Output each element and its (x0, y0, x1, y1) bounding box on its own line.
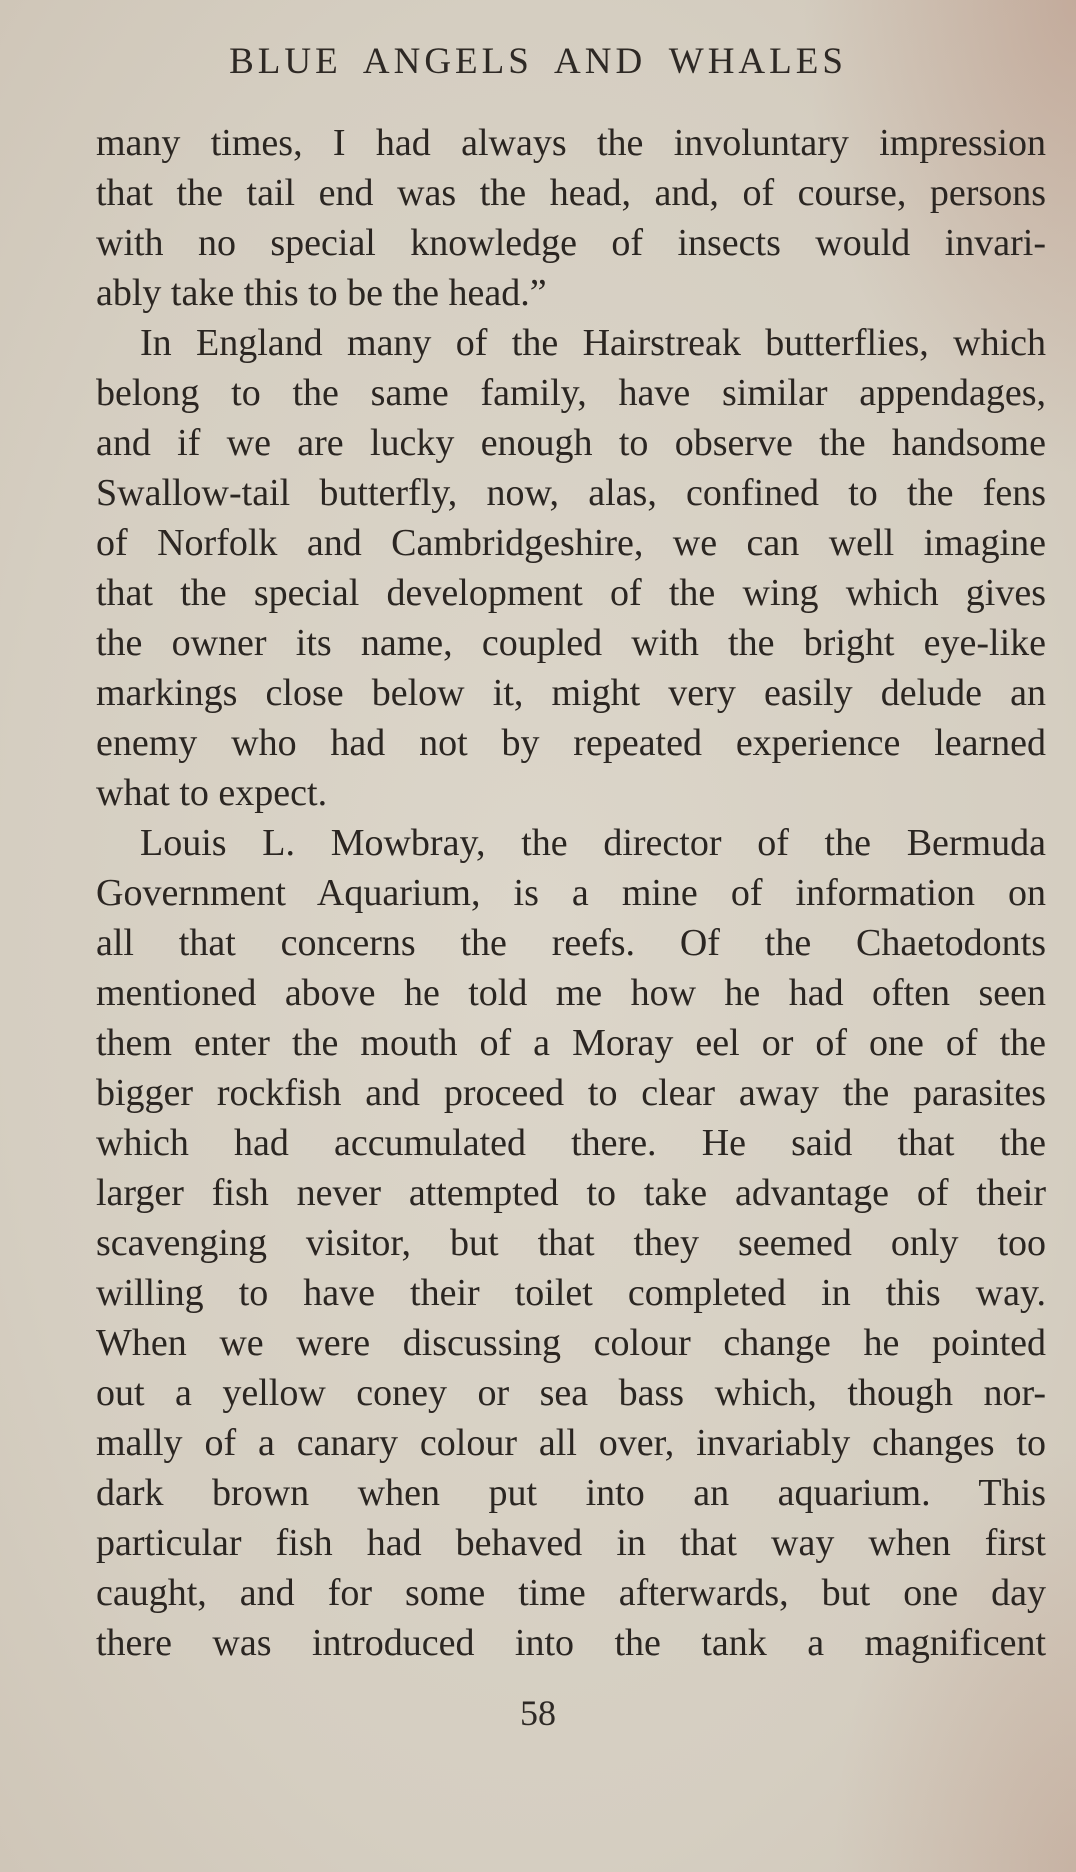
text-line: When we were discussing colour change he pointed (96, 1322, 1046, 1364)
text-line: mentioned above he told me how he had often seen (96, 972, 1046, 1014)
text-line: ably take this to be the head.” (96, 272, 547, 314)
running-head: BLUE ANGELS AND WHALES (229, 41, 847, 82)
text-line: scavenging visitor, but that they seemed only too (96, 1222, 1046, 1264)
text-line: there was introduced into the tank a magnificent (96, 1622, 1046, 1664)
text-line: willing to have their toilet completed in this way. (96, 1272, 1046, 1314)
text-line: bigger rockfish and proceed to clear away the parasites (96, 1072, 1046, 1114)
text-line: that the tail end was the head, and, of course, persons (96, 172, 1046, 214)
text-line: In England many of the Hairstreak butterflies, which (140, 322, 1046, 364)
text-line: them enter the mouth of a Moray eel or of one of the (96, 1022, 1046, 1064)
text-line: caught, and for some time afterwards, but one day (96, 1572, 1046, 1614)
text-line: the owner its name, coupled with the bright eye-like (96, 622, 1046, 664)
text-line: dark brown when put into an aquarium. This (96, 1472, 1046, 1514)
page-number: 58 (520, 1693, 556, 1733)
text-line: that the special development of the wing which gives (96, 572, 1046, 614)
text-line: mally of a canary colour all over, invariably changes to (96, 1422, 1046, 1464)
text-line: larger fish never attempted to take advantage of their (96, 1172, 1046, 1214)
text-line: of Norfolk and Cambridgeshire, we can well imagine (96, 522, 1046, 564)
text-line: with no special knowledge of insects would invari- (96, 222, 1046, 264)
text-line: and if we are lucky enough to observe the handsome (96, 422, 1046, 464)
text-line: enemy who had not by repeated experience learned (96, 722, 1046, 764)
text-line: many times, I had always the involuntary impression (96, 122, 1046, 164)
text-line: out a yellow coney or sea bass which, though nor- (96, 1372, 1046, 1414)
text-line: which had accumulated there. He said that the (96, 1122, 1046, 1164)
text-line: particular fish had behaved in that way when first (96, 1522, 1046, 1564)
text-line: belong to the same family, have similar appendages, (96, 372, 1046, 414)
text-line: what to expect. (96, 772, 328, 814)
text-line: Swallow-tail butterfly, now, alas, confined to the fens (96, 472, 1046, 514)
text-line: Louis L. Mowbray, the director of the Bermuda (140, 822, 1046, 864)
text-line: all that concerns the reefs. Of the Chaetodonts (96, 922, 1046, 964)
text-line: Government Aquarium, is a mine of information on (96, 872, 1046, 914)
text-line: markings close below it, might very easily delude an (96, 672, 1046, 714)
